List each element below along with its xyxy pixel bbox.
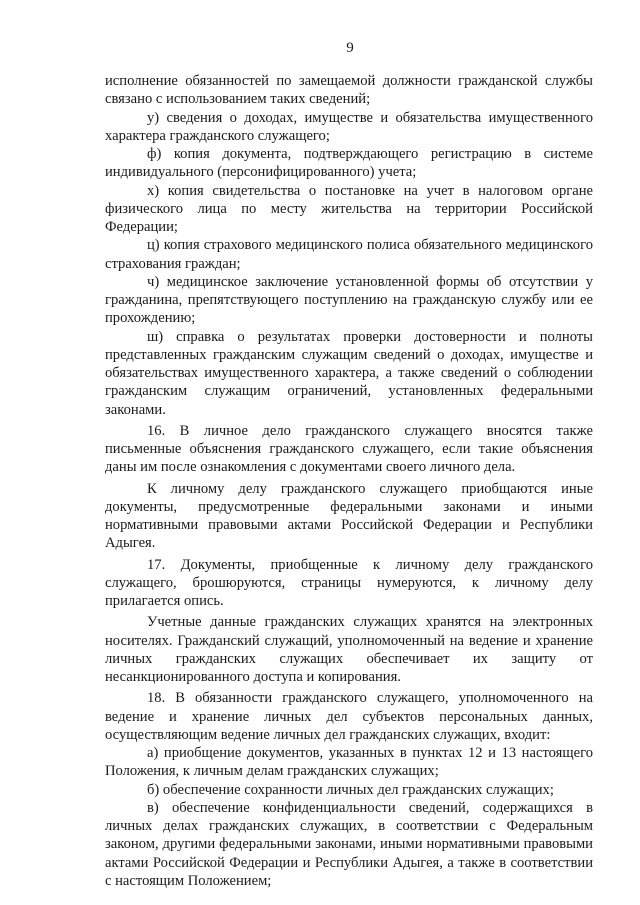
document-body <box>105 72 593 890</box>
paragraph-item-u: у) сведения о доходах, имуществе и обязательства имущественного характера гражданского служащего; <box>105 109 593 144</box>
paragraph-18-item-v: в) обеспечение конфиденциальности сведений, содержащихся в личных делах гражданских служащих, в соответствии с Федеральным законом, другими федеральными законами, иными нормативными правовыми актами Российской Федерации и Республики Адыгея, а также в соответствии с настоящим Положением; <box>105 799 593 889</box>
paragraph-continuation: исполнение обязанностей по замещаемой должности гражданской службы связано с использованием таких сведений; <box>105 73 593 108</box>
paragraph-18-item-b: б) обеспечение сохранности личных дел гражданских служащих; <box>147 781 554 798</box>
paragraph-item-ts: ц) копия страхового медицинского полиса обязательного медицинского страхования граждан; <box>105 237 593 272</box>
paragraph-17: 17. Документы, приобщенные к личному делу гражданского служащего, брошюруются, страницы нумеруются, к личному делу прилагается опись. <box>105 556 593 609</box>
paragraph-16-continued: К личному делу гражданского служащего приобщаются иные документы, предусмотренные федеральными законами и иными нормативными правовыми актами Российской Федерации и Республики Адыгея. <box>105 480 593 552</box>
paragraph-17-continued: Учетные данные гражданских служащих хранятся на электронных носителях. Гражданский служащий, уполномоченный на ведение и хранение личных гражданских служащих обеспечивает их защиту от несанкционированного доступа и копирования. <box>105 614 593 685</box>
paragraph-16: 16. В личное дело гражданского служащего вносятся также письменные объяснения гражданского служащего, если такие объяснения даны им после ознакомления с документами своего личного дела. <box>105 422 593 476</box>
paragraph-item-f: ф) копия документа, подтверждающего регистрацию в системе индивидуального (персонифицированного) учета; <box>105 146 593 181</box>
paragraph-18-item-a: а) приобщение документов, указанных в пунктах 12 и 13 настоящего Положения, к личным делам гражданских служащих; <box>105 745 593 780</box>
paragraph-item-kh: х) копия свидетельства о постановке на учет в налоговом органе физического лица по месту жительства на территории Российской Федерации; <box>105 182 593 235</box>
page-number: 9 <box>346 40 354 56</box>
paragraph-item-ch: ч) медицинское заключение установленной формы об отсутствии у гражданина, препятствующего поступлению на гражданскую службу или ее прохождению; <box>105 273 593 327</box>
paragraph-item-sh: ш) справка о результатах проверки достоверности и полноты представленных гражданским служащим сведений о доходах, имуществе и обязательствах имущественного характера, а также сведений о соблюдении гражданским служащим ограничений, установленных федеральными законами. <box>105 328 593 418</box>
paragraph-18: 18. В обязанности гражданского служащего, уполномоченного на ведение и хранение личных дел субъектов персональных данных, осуществляющим ведение личных дел гражданских служащих, входит: <box>105 690 593 743</box>
